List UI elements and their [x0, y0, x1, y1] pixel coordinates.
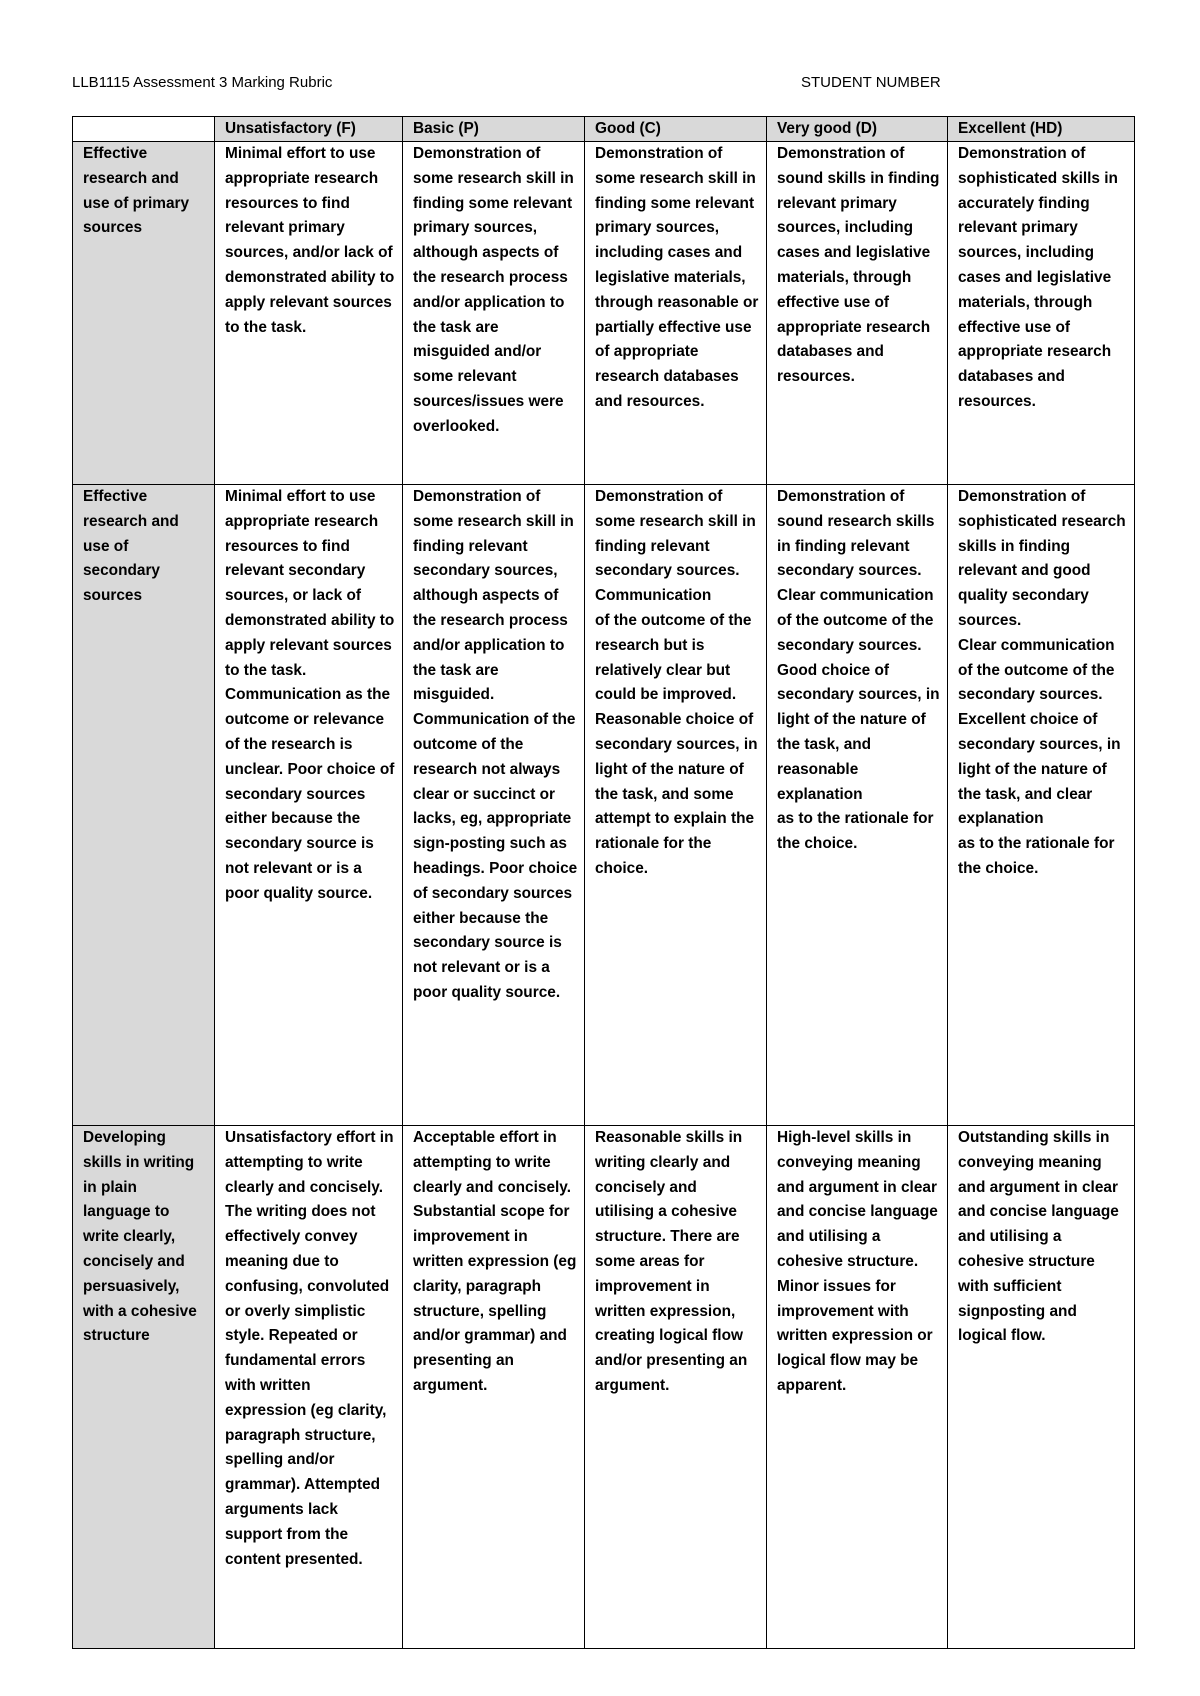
descriptor-cell: Demonstration of sophisticated skills in accurately finding relevant primary sources, including cases and legislative materials, through effective use of appropriate research databases and resources.: [948, 142, 1135, 485]
descriptor-cell: Demonstration of some research skill in finding some relevant primary sources, although aspects of the research process and/or application to the task are misguided and/or some relevant sources/issues were overlooked.: [403, 142, 585, 485]
descriptor-cell: Acceptable effort in attempting to write clearly and concisely. Substantial scope for improvement in written expression (eg clarity, paragraph structure, spelling and/or grammar) and presenting an argument.: [403, 1126, 585, 1649]
rubric-row-writing-skills: [73, 1126, 1135, 1649]
corner-cell: [73, 117, 215, 142]
rubric-row-primary-sources: [73, 142, 1135, 485]
descriptor-cell: Reasonable skills in writing clearly and concisely and utilising a cohesive structure. There are some areas for improvement in written expression, creating logical flow and/or presenting an argument.: [585, 1126, 767, 1649]
descriptor-cell: Minimal effort to use appropriate research resources to find relevant secondary sources, or lack of demonstrated ability to apply relevant sources to the task. Communication as the outcome or relevance of the research is unclear. Poor choice of secondary sources either because the secondary source is not relevant or is a poor quality source.: [215, 485, 403, 1126]
student-number-label: STUDENT NUMBER: [801, 74, 941, 91]
descriptor-cell: Demonstration of sound research skills in finding relevant secondary sources. Clear communication of the outcome of the secondary sources. Good choice of secondary sources, in light of the nature of the task, and reasonable explanation as to the rationale for the choice.: [767, 485, 948, 1126]
descriptor-cell: Demonstration of some research skill in finding relevant secondary sources, although aspects of the research process and/or application to the task are misguided. Communication of the outcome of the research not always clear or succinct or lacks, eg, appropriate sign-posting such as headings. Poor choice of secondary sources either because the secondary source is not relevant or is a poor quality source.: [403, 485, 585, 1126]
rubric-row-secondary-sources: [73, 485, 1135, 1126]
grade-header-basic: Basic (P): [403, 117, 585, 142]
descriptor-cell: Outstanding skills in conveying meaning and argument in clear and concise language and utilising a cohesive structure with sufficient signposting and logical flow.: [948, 1126, 1135, 1649]
grade-header-very-good: Very good (D): [767, 117, 948, 142]
page-header: [72, 74, 1132, 96]
criterion-label: Effective research and use of secondary sources: [73, 485, 215, 1126]
descriptor-cell: Minimal effort to use appropriate research resources to find relevant primary sources, and/or lack of demonstrated ability to apply relevant sources to the task.: [215, 142, 403, 485]
document-title: LLB1115 Assessment 3 Marking Rubric: [72, 74, 333, 91]
descriptor-cell: Demonstration of sophisticated research skills in finding relevant and good quality secondary sources. Clear communication of the outcome of the secondary sources. Excellent choice of secondary sources, in light of the nature of the task, and clear explanation as to the rationale for the choice.: [948, 485, 1135, 1126]
criterion-label: Developing skills in writing in plain language to write clearly, concisely and persuasively, with a cohesive structure: [73, 1126, 215, 1649]
descriptor-cell: High-level skills in conveying meaning and argument in clear and concise language and utilising a cohesive structure. Minor issues for improvement with written expression or logical flow may be apparent.: [767, 1126, 948, 1649]
descriptor-cell: Demonstration of some research skill in finding relevant secondary sources. Communication of the outcome of the research but is relatively clear but could be improved. Reasonable choice of secondary sources, in light of the nature of the task, and some attempt to explain the rationale for the choice.: [585, 485, 767, 1126]
descriptor-cell: Demonstration of sound skills in finding relevant primary sources, including cases and legislative materials, through effective use of appropriate research databases and resources.: [767, 142, 948, 485]
grade-header-excellent: Excellent (HD): [948, 117, 1135, 142]
grade-header-good: Good (C): [585, 117, 767, 142]
grade-header-row: [73, 117, 1135, 142]
descriptor-cell: Demonstration of some research skill in finding some relevant primary sources, including cases and legislative materials, through reasonable or partially effective use of appropriate research databases and resources.: [585, 142, 767, 485]
grade-header-unsatisfactory: Unsatisfactory (F): [215, 117, 403, 142]
descriptor-cell: Unsatisfactory effort in attempting to write clearly and concisely. The writing does not effectively convey meaning due to confusing, convoluted or overly simplistic style. Repeated or fundamental errors with written expression (eg clarity, paragraph structure, spelling and/or grammar). Attempted arguments lack support from the content presented.: [215, 1126, 403, 1649]
criterion-label: Effective research and use of primary sources: [73, 142, 215, 485]
marking-rubric-table: [72, 116, 1135, 1649]
